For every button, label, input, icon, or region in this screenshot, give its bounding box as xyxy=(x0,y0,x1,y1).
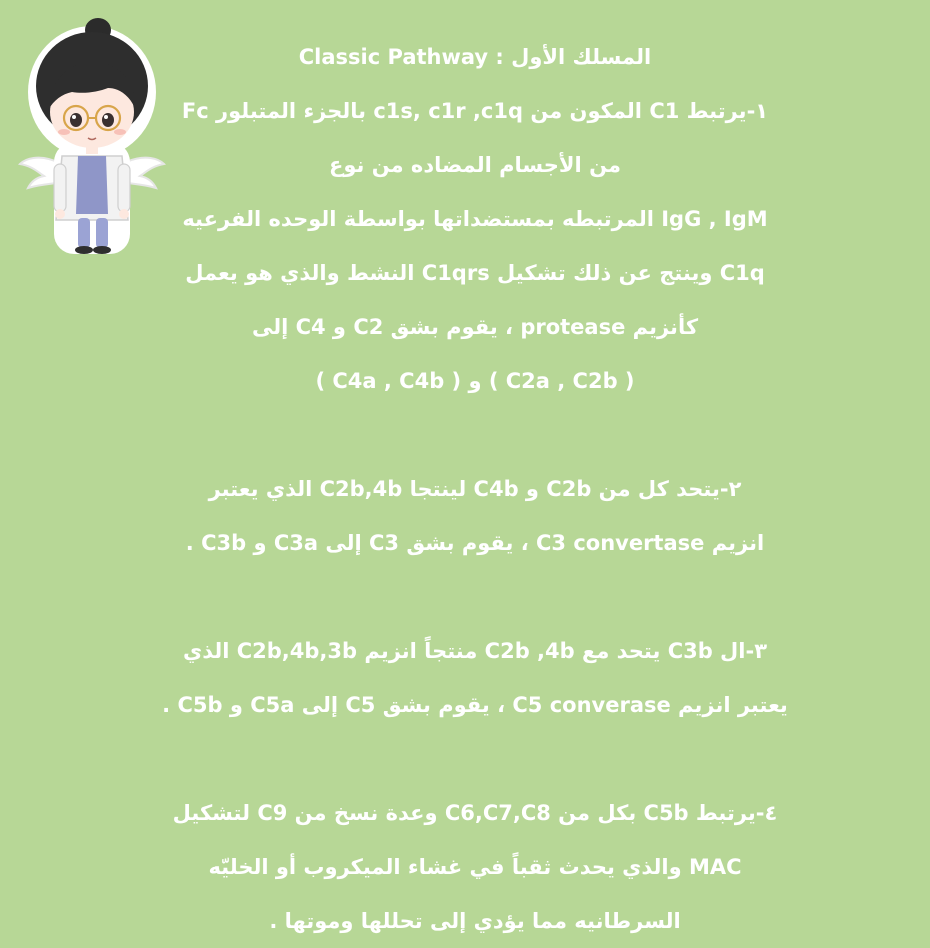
section-2-line-2: انزيم C3 convertase ، يقوم بشق C3 إلى C3a و C3b . xyxy=(185,531,765,555)
section-4-line-1: ٤-يرتبط C5b بكل من C6,C7,C8 وعدة نسخ من C9 لتشكيل xyxy=(172,801,778,825)
spacer xyxy=(150,732,800,786)
section-1-line-4: C1q وينتج عن ذلك تشكيل C1qrs النشط والذي هو يعمل xyxy=(185,261,765,285)
section-3-line-1: ٣-ال C3b يتحد مع C2b ,4b منتجاً انزيم C2b,4b,3b الذي xyxy=(182,639,768,663)
section-1-line-5: كأنزيم protease ، يقوم بشق C2 و C4 إلى xyxy=(251,315,699,339)
chibi-avatar-illustration xyxy=(18,14,166,256)
spacer xyxy=(150,570,800,624)
shirt xyxy=(76,156,108,214)
left-leg xyxy=(78,218,90,248)
section-1-line-3: IgG , IgM المرتبطه بمستضداتها بواسطة الوحده الفرعيه xyxy=(182,207,768,231)
spacer xyxy=(150,408,800,462)
section-1-line-1: ١-يرتبط C1 المكون من c1s, c1r ,c1q بالجزء المتبلور Fc xyxy=(181,99,769,123)
right-leg xyxy=(96,218,108,248)
section-4-line-2: MAC والذي يحدث ثقباً في غشاء الميكروب أو الخليّه xyxy=(208,855,742,879)
section-4-line-3: السرطانيه مما يؤدي إلى تحللها وموتها . xyxy=(269,909,681,933)
section-3-line-2: يعتبر انزيم C5 converase ، يقوم بشق C5 إلى C5a و C5b . xyxy=(162,693,788,717)
section-1-line-2: من الأجسام المضاده من نوع xyxy=(329,153,621,177)
title-heading: المسلك الأول : Classic Pathway xyxy=(298,45,652,69)
pathway-text-block xyxy=(150,30,800,933)
section-2-line-1: ٢-يتحد كل من C2b و C4b لينتجا C2b,4b الذي يعتبر xyxy=(208,477,742,501)
section-1-line-6: ( C2a , C2b ) و ( C4a , C4b ) xyxy=(315,369,635,393)
